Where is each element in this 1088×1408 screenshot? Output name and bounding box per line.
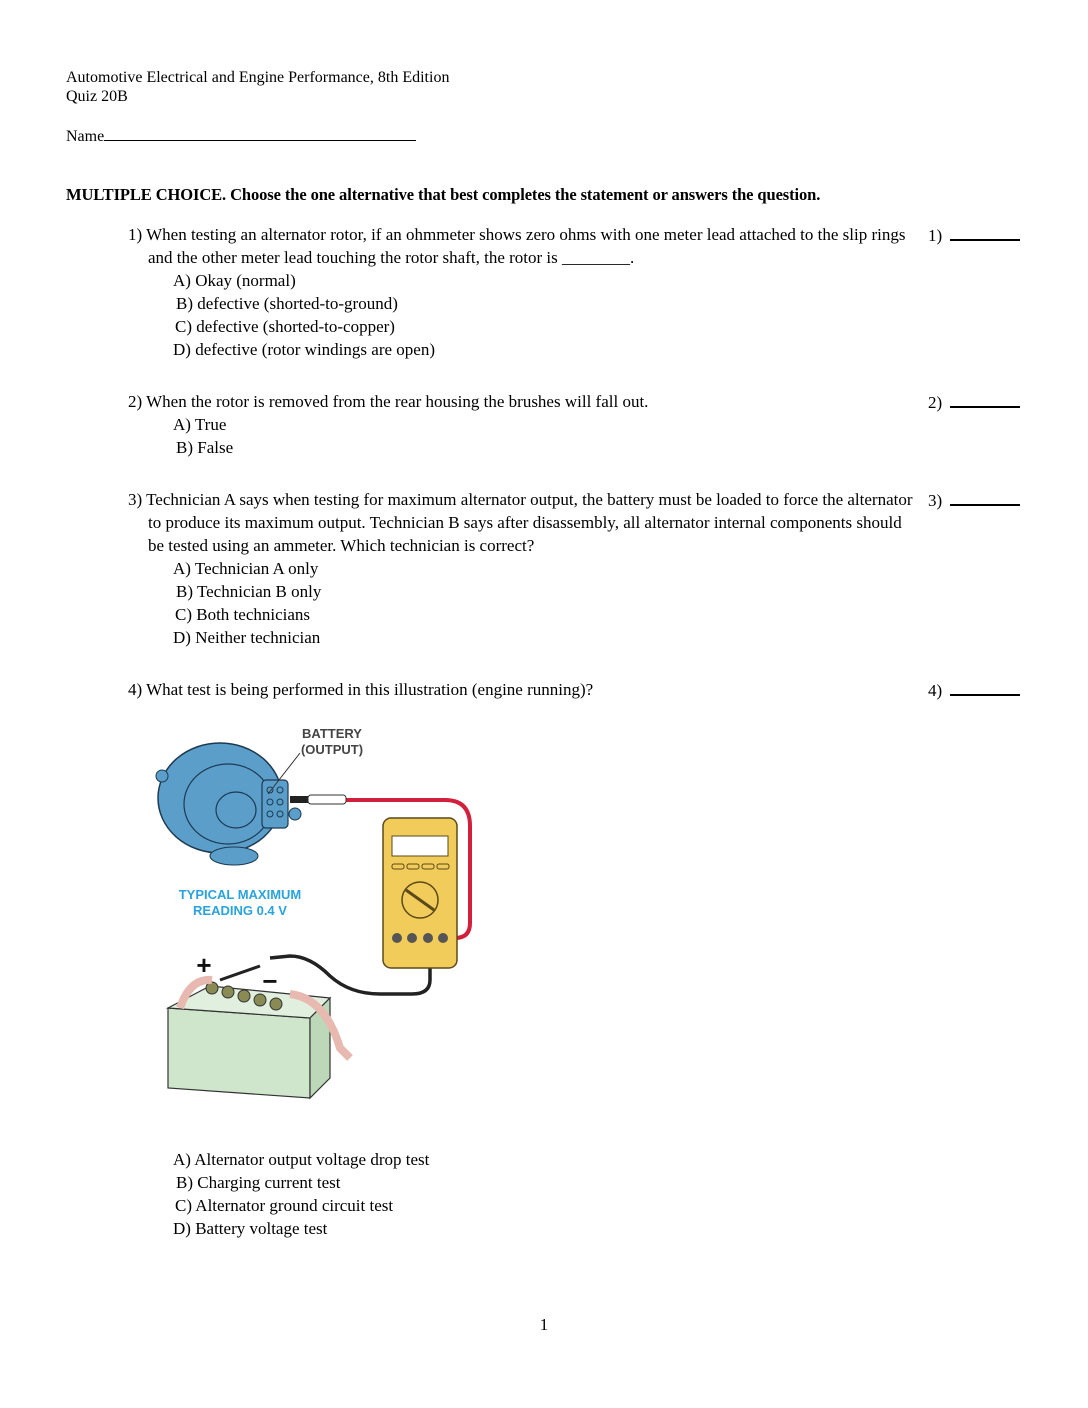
quiz-title: Quiz 20B (66, 88, 128, 105)
answer-blank[interactable] (950, 223, 1020, 241)
option-b: B) Technician B only (176, 582, 322, 601)
answer-number: 3) (928, 491, 943, 510)
answer-blank[interactable] (950, 390, 1020, 408)
positive-sign: + (196, 950, 212, 980)
answer-2 (928, 390, 1020, 414)
option-d: D) Neither technician (173, 628, 321, 647)
question-2 (128, 390, 918, 459)
answer-number: 1) (928, 226, 943, 245)
option-b: B) Charging current test (176, 1173, 341, 1192)
negative-sign: − (262, 966, 278, 996)
question-stem: 2) When the rotor is removed from the rear housing the brushes will fall out. (128, 392, 649, 411)
question-4-options (128, 1148, 918, 1240)
question-stem: 4) What test is being performed in this illustration (engine running)? (128, 680, 594, 699)
alternator-icon (156, 743, 346, 865)
option-a: A) Okay (normal) (173, 271, 296, 290)
question-4 (128, 678, 918, 701)
answer-1 (928, 223, 1020, 247)
option-c: C) Alternator ground circuit test (175, 1196, 394, 1215)
question-stem: 3) Technician A says when testing for maximum alternator output, the battery must be loaded to force the alternator to produce its maximum output. Technician B says after disassembly, all alternator internal components should be tested using an ammeter. Which technician is correct? (128, 490, 913, 555)
answer-number: 4) (928, 681, 943, 700)
options-list (173, 269, 918, 361)
options-list (173, 413, 918, 459)
answer-blank[interactable] (950, 488, 1020, 506)
output-label: (OUTPUT) (300, 742, 364, 757)
question-1 (128, 223, 918, 361)
question-3 (128, 488, 918, 649)
section-heading: MULTIPLE CHOICE. Choose the one alternative that best completes the statement or answers the question. (66, 185, 821, 204)
option-a: A) True (173, 415, 227, 434)
question-stem: 1) When testing an alternator rotor, if an ohmmeter shows zero ohms with one meter lead attached to the slip rings and the other meter lead touching the rotor shaft, the rotor is ________. (128, 225, 906, 267)
answer-3 (928, 488, 1020, 512)
typical-maximum-label: TYPICAL MAXIMUM (178, 887, 302, 902)
option-c: C) Both technicians (175, 605, 311, 624)
reading-label: READING 0.4 V (193, 903, 287, 918)
voltage-drop-illustration (140, 718, 490, 1118)
option-d: D) Battery voltage test (173, 1219, 328, 1238)
battery-label: BATTERY (302, 726, 362, 741)
option-a: A) Technician A only (173, 559, 319, 578)
name-field (66, 126, 416, 146)
option-b: B) False (176, 438, 234, 457)
options-list (173, 557, 918, 649)
answer-blank[interactable] (950, 678, 1020, 696)
multimeter-icon (383, 818, 457, 968)
answer-number: 2) (928, 393, 943, 412)
option-c: C) defective (shorted-to-copper) (175, 317, 395, 336)
battery-icon (168, 966, 350, 1098)
options-list (173, 1148, 918, 1240)
option-b: B) defective (shorted-to-ground) (176, 294, 398, 313)
option-a: A) Alternator output voltage drop test (173, 1150, 430, 1169)
illustration-svg (140, 718, 490, 1118)
name-label: Name (66, 128, 105, 145)
answer-4 (928, 678, 1020, 702)
page-number: 1 (539, 1315, 549, 1334)
option-d: D) defective (rotor windings are open) (173, 340, 435, 359)
name-blank[interactable] (104, 126, 416, 141)
book-title: Automotive Electrical and Engine Performance, 8th Edition (66, 69, 450, 86)
